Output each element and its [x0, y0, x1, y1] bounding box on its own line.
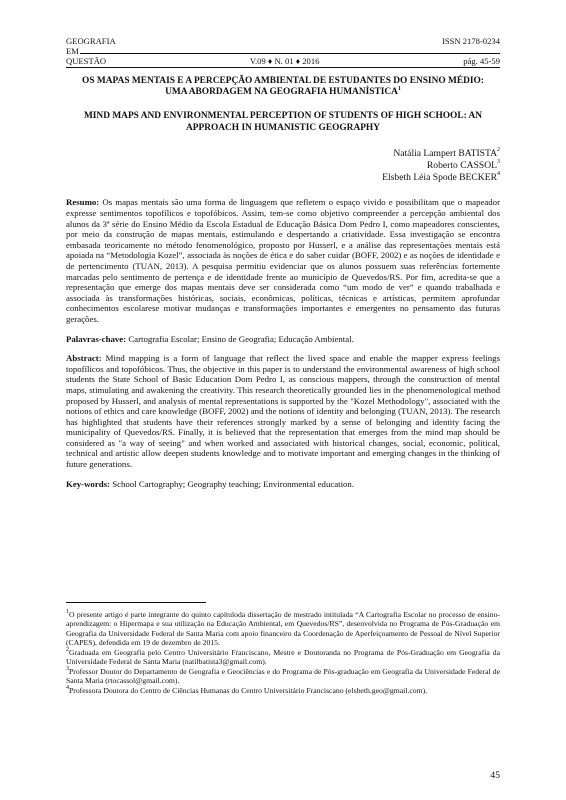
- footnote-ref[interactable]: 2: [497, 146, 500, 153]
- header-bottom-rule: [66, 67, 500, 68]
- footnote-number: 3: [66, 665, 69, 672]
- palavras-chave-label: Palavras-chave:: [66, 333, 127, 344]
- keywords-text: School Cartography; Geography teaching; Environmental education.: [112, 478, 355, 489]
- author-name: Elsbeth Léia Spode BECKER: [382, 172, 497, 184]
- footnote: [66, 686, 500, 695]
- journal-name-line1: GEOGRAFIA: [66, 36, 116, 46]
- footnotes: [66, 610, 500, 696]
- journal-header: [66, 36, 500, 68]
- keywords: [66, 479, 500, 490]
- footnote-text: Graduada em Geografia pelo Centro Universitário Franciscano, Mestre e Doutoranda no Programa de Pós-Graduação em Geografia da Universidade Federal de Santa Maria (natilbatista3@gmail.com).: [66, 647, 500, 666]
- resumo-label: Resumo:: [66, 197, 100, 208]
- footnote-ref[interactable]: 4: [497, 171, 500, 178]
- footnote-text: Professor Doutor do Departamento de Geografia e Geociências e do Programa de Pós-graduação em Geografia da Universidade Federal de Santa Maria (rtocassol@gmail.com).: [66, 666, 500, 686]
- resumo: [66, 197, 500, 324]
- author-name: Natália Lampert BATISTA: [393, 147, 497, 159]
- footnote-text: Professora Doutora do Centro de Ciências Humanas do Centro Universitário Franciscano (elsbeth.geo@gmail.com).: [69, 685, 428, 695]
- palavras-chave-text: Cartografia Escolar; Ensino de Geografia; Educação Ambiental.: [128, 333, 354, 344]
- title-portuguese: [66, 76, 500, 98]
- footnote-separator: [66, 602, 206, 603]
- author-list: [66, 148, 500, 185]
- article-page: [66, 36, 501, 695]
- header-rule: [80, 46, 500, 54]
- page-range: pág. 45-59: [463, 56, 500, 66]
- footnote-text: O presente artigo é parte integrante do quinto capítuloda dissertação de mestrado intitulada “A Cartografia Escolar no processo de ensino-aprendizagem: o Hipermapa e sua utilização na Educação Ambiental, em Quevedos/RS”, desenvolvida no Programa de Pós-Graduação em Geografia da Universidade Federal de Santa Maria com apoio financeiro da Coordenação de Aperfeiçoamento de Pessoal de Nível Superior (CAPES), defendida em 19 de dezembro de 2015.: [66, 610, 500, 647]
- footnote-number: 2: [66, 646, 69, 653]
- footnote-number: 1: [66, 609, 69, 615]
- page-number: 45: [490, 770, 500, 781]
- abstract-label: Abstract:: [66, 353, 102, 364]
- footnote: [66, 648, 500, 667]
- keywords-label: Key-words:: [66, 478, 110, 489]
- journal-name-line3: QUESTÃO: [66, 56, 107, 66]
- issn: ISSN 2178-0234: [441, 36, 500, 46]
- author: [66, 172, 500, 184]
- footnote-ref[interactable]: 3: [497, 159, 500, 166]
- footnote-ref[interactable]: 1: [397, 86, 401, 93]
- abstract: [66, 353, 500, 470]
- abstract-text: Mind mapping is a form of language that reflect the lived space and enable the mapper express feelings topofílicos and topofóbicos. Thus, the objective in this paper is to understand the environmental awareness of high school students the State School of Basic Education Dom Pedro I, as conscious mappers, through the construction of mental maps, stimulating and awakening the creativity. This research theoretically grounded lies in the phenomenological method proposed by Husserl, and analysis of mental representations is supported by the "Kozel Methodology", associated with the notions of ethics and care knowledge (BOFF, 2002) and the notions of identity and belonging (TUAN, 2013). The research has highlighted that students have their references strongly marked by a sense of belonging and identity facing the municipality of Quevedos/RS. Finally, it is believed that the representation that emerges from the mind map should be considered as "a way of seeing" and when worked and associated with historical changes, social, economic, political, technical and artistic allow deepen students knowledge and to motivate important and emerging changes in the thinking of future generations.: [66, 353, 500, 470]
- author: [66, 160, 500, 172]
- footnote: [66, 610, 500, 647]
- footnote-number: 4: [66, 684, 69, 691]
- title-english: MIND MAPS AND ENVIRONMENTAL PERCEPTION OF STUDENTS OF HIGH SCHOOL: AN APPROACH IN HUMANISTIC GEOGRAPHY: [83, 111, 483, 133]
- resumo-text: Os mapas mentais são uma forma de linguagem que refletem o espaço vivido e possibilitam que o mapeador expresse sentimentos topofílicos e topofóbicos. Assim, tem-se como objetivo compreender a percepção ambiental dos alunos da 3ª série do Ensino Médio da Escola Estadual de Educação Básica Dom Pedro I, como mapeadores conscientes, por meio da construção de mapas mentais, estimulando e despertando a criatividade. Essa investigação se encontra embasada teoricamente no método fenomenológico, proposto por Husserl, e a análise das representações mentais está apoiada na “Metodologia Kozel”, associada às noções de ética e do saber cuidar (BOFF, 2002) e as noções de identidade e de pertencimento (TUAN, 2013). A pesquisa permitiu evidenciar que os alunos possuem suas referências fortemente marcadas pelo sentimento de pertença e de identidade frente ao município de Quevedos/RS. Por fim, acredita-se que a representação que emerge dos mapas mentais deve ser considerada como “um modo de ver” e quando trabalhada e associada às transformações históricas, sociais, econômicas, políticas, técnicas e artísticas, permitem aprofundar conhecimentos escolarese motivar mudanças e transformações importantes e emergentes no pensamento das futuras gerações.: [66, 197, 501, 324]
- volume-info: V.09 ♦ N. 01 ♦ 2016: [249, 56, 320, 66]
- journal-name-line2: EM: [66, 46, 79, 56]
- title-pt-text: OS MAPAS MENTAIS E A PERCEPÇÃO AMBIENTAL DE ESTUDANTES DO ENSINO MÉDIO: UMA ABORDAGEM NA GEOGRAFIA HUMANÍSTICA: [82, 76, 484, 98]
- author-name: Roberto CASSOL: [426, 160, 497, 172]
- footnote: [66, 667, 500, 686]
- author: [66, 148, 500, 160]
- palavras-chave: [66, 334, 500, 345]
